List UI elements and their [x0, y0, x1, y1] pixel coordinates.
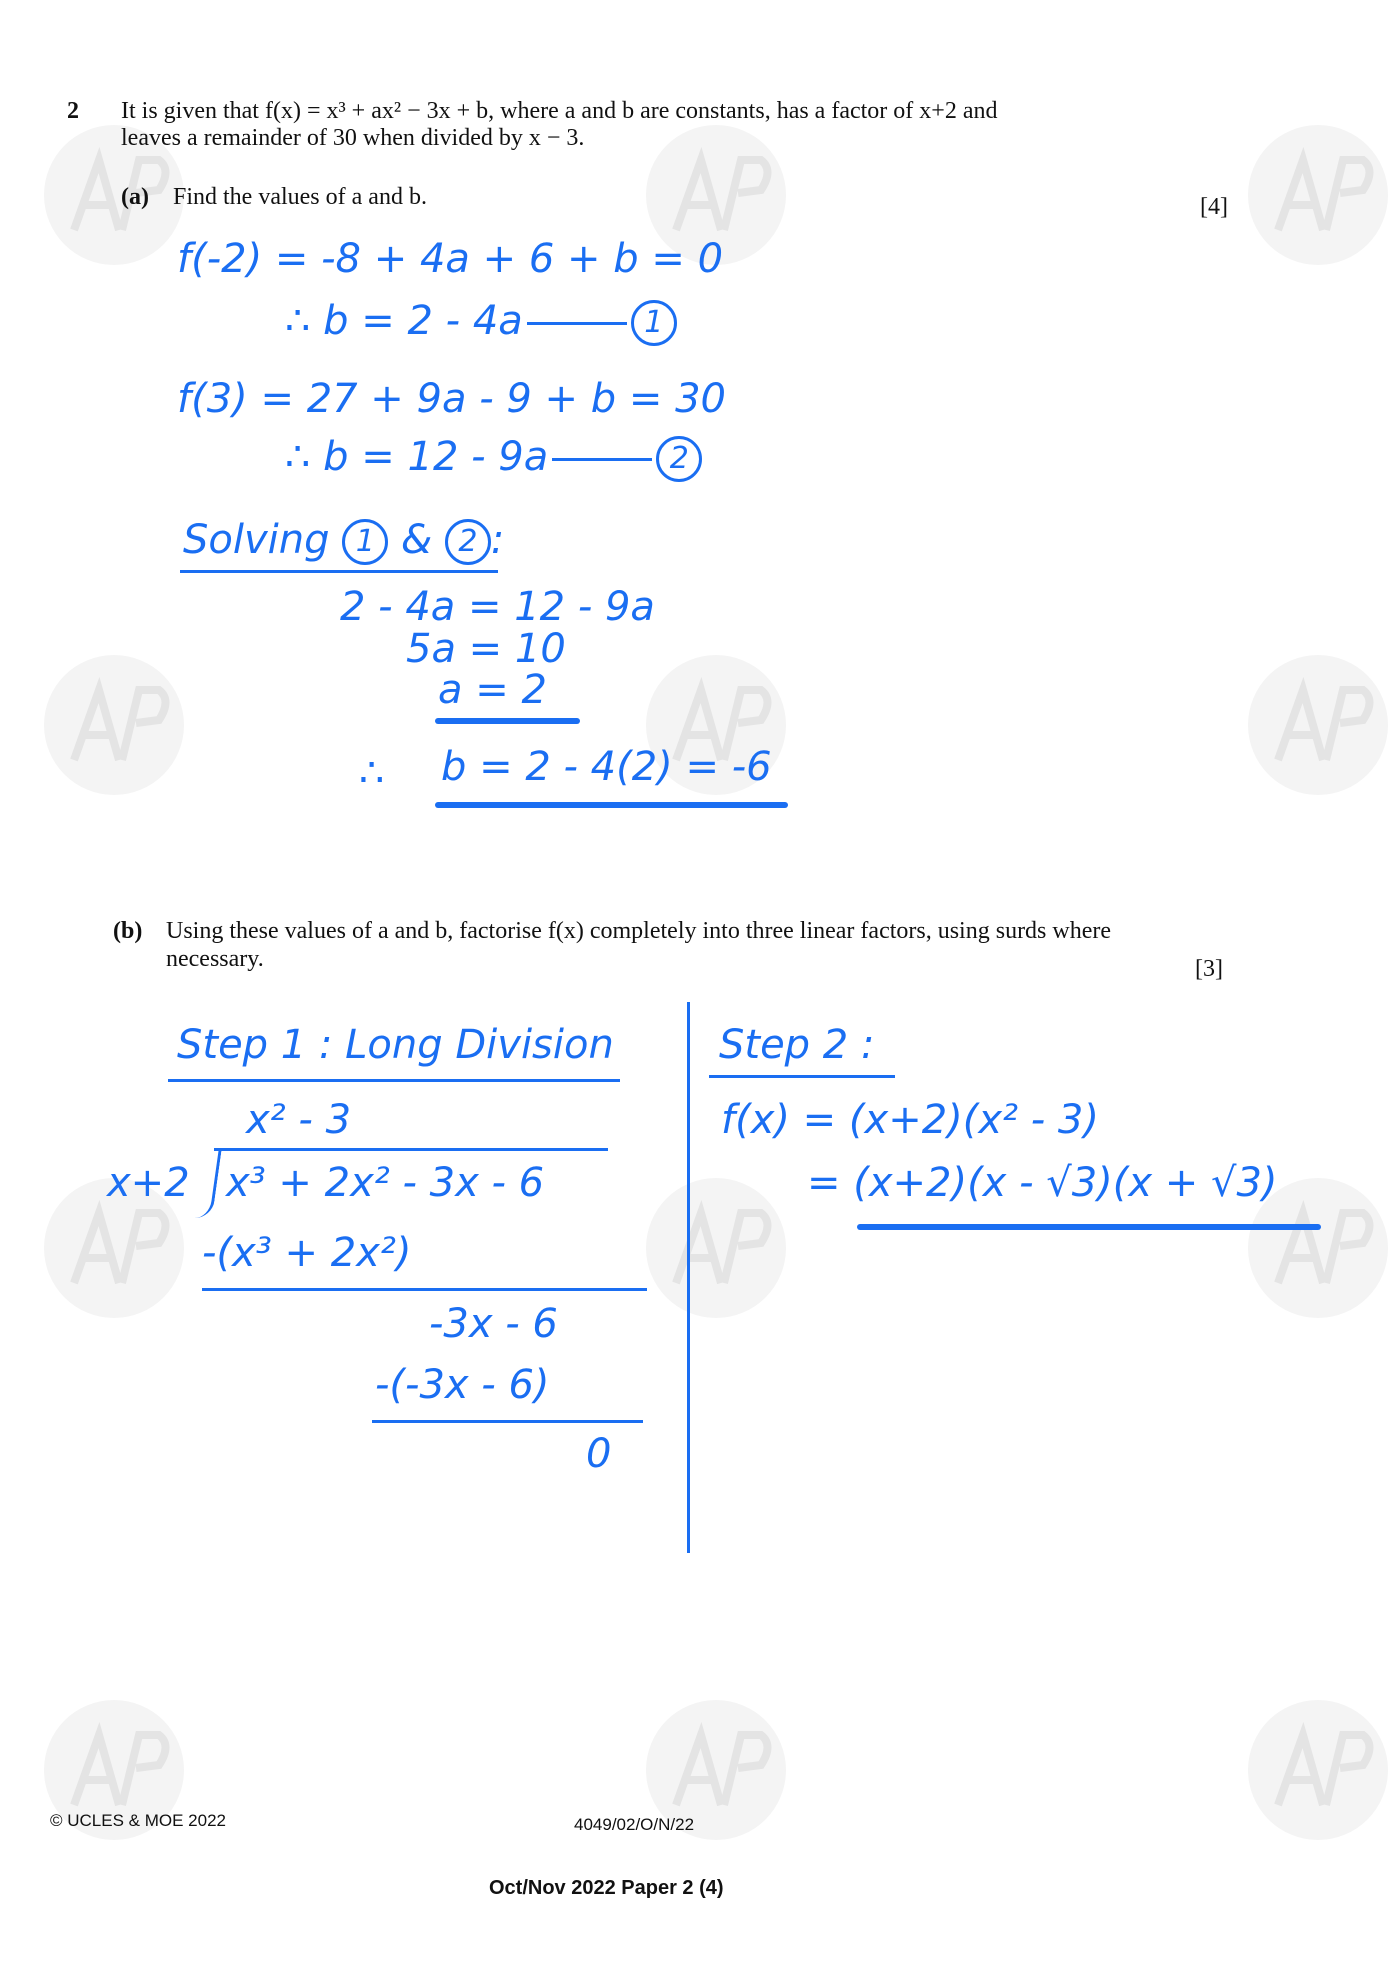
part-b-marks: [3]: [1195, 956, 1223, 982]
underline: [168, 1079, 620, 1082]
remainder-final: 0: [586, 1431, 612, 1477]
part-b-label: (b): [113, 918, 143, 944]
step2-line-1: f(x) = (x+2)(x² - 3): [721, 1097, 1099, 1143]
step2-line-2: = (x+2)(x - √3)(x + √3): [807, 1160, 1278, 1206]
watermark-circle: [44, 655, 184, 795]
solving-label: Solving: [183, 517, 330, 563]
step-2: 5a = 10: [406, 626, 566, 672]
part-a-marks: [4]: [1200, 194, 1228, 220]
step-3: a = 2: [438, 667, 547, 713]
answer-underline: [857, 1224, 1321, 1230]
step1-title: Step 1 : Long Division: [177, 1022, 614, 1068]
question-number: 2: [67, 98, 79, 124]
answer-underline: [435, 802, 788, 808]
watermark-circle: [646, 1178, 786, 1318]
step-1: 2 - 4a = 12 - 9a: [340, 584, 655, 630]
step-4: b = 2 - 4(2) = -6: [441, 744, 772, 790]
eq1-tag: 1: [631, 300, 677, 346]
watermark-logo: [1248, 125, 1388, 265]
arrow-line: [527, 322, 627, 325]
remainder-1: -3x - 6: [429, 1301, 558, 1347]
watermark-logo: [1248, 655, 1388, 795]
eq1-result-text: ∴ b = 2 - 4a: [285, 298, 523, 344]
subtract-2: -(-3x - 6): [375, 1362, 550, 1408]
part-a-label: (a): [121, 184, 149, 210]
underline: [709, 1075, 895, 1078]
tag-2: 2: [445, 519, 491, 565]
dividend: x³ + 2x² - 3x - 6: [226, 1160, 545, 1206]
step2-title: Step 2 :: [719, 1022, 875, 1068]
quotient: x² - 3: [246, 1097, 352, 1143]
answer-underline: [435, 718, 580, 724]
subtract-1: -(x³ + 2x²): [202, 1230, 412, 1276]
division-bracket: [195, 1148, 222, 1218]
eq1: f(-2) = -8 + 4a + 6 + b = 0: [177, 236, 724, 282]
part-b-line-2: necessary.: [166, 946, 264, 972]
eq2: f(3) = 27 + 9a - 9 + b = 30: [177, 376, 726, 422]
divisor: x+2: [107, 1160, 190, 1206]
question-line-2: leaves a remainder of 30 when divided by x − 3.: [121, 125, 585, 151]
eq2-result-text: ∴ b = 12 - 9a: [285, 434, 549, 480]
and-sign: &: [400, 517, 433, 563]
eq2-result: [285, 434, 702, 482]
paper-source: Oct/Nov 2022 Paper 2 (4): [489, 1877, 724, 1899]
copyright: © UCLES & MOE 2022: [50, 1811, 226, 1830]
division-line: [202, 1288, 647, 1291]
part-a-text: Find the values of a and b.: [173, 184, 427, 210]
eq2-tag: 2: [656, 436, 702, 482]
watermark-circle: [1248, 1700, 1388, 1840]
arrow-line: [552, 458, 652, 461]
solving-heading: [183, 517, 504, 565]
watermark-logo: [646, 1178, 786, 1318]
watermark-circle: [1248, 125, 1388, 265]
eq1-result: [285, 298, 677, 346]
column-divider: [687, 1002, 690, 1553]
question-line-1: It is given that f(x) = x³ + ax² − 3x + b, where a and b are constants, has a factor of x+2 and: [121, 98, 998, 124]
therefore-sign: ∴: [359, 750, 385, 796]
part-b-line-1: Using these values of a and b, factorise f(x) completely into three linear factors, using surds where: [166, 918, 1112, 944]
tag-1: 1: [342, 519, 388, 565]
watermark-logo: [1248, 1700, 1388, 1840]
colon: :: [490, 517, 505, 563]
division-line: [372, 1420, 643, 1423]
watermark-logo: [44, 655, 184, 795]
division-bar: [214, 1148, 608, 1151]
paper-code: 4049/02/O/N/22: [574, 1815, 695, 1834]
watermark-circle: [1248, 655, 1388, 795]
underline: [180, 570, 498, 573]
